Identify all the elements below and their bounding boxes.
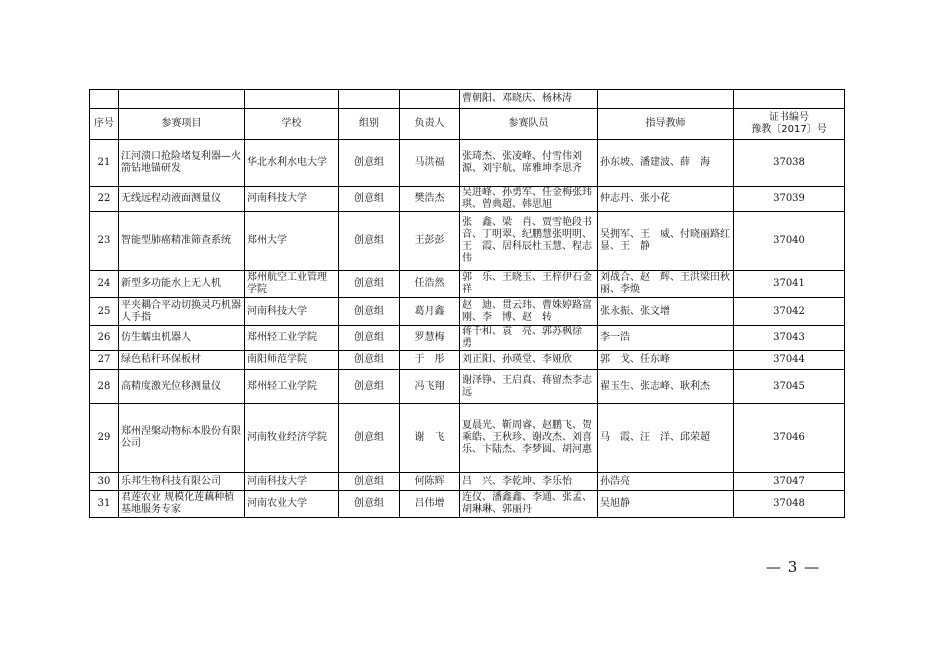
table-row: [90, 473, 845, 491]
row-cert: 37041: [734, 271, 845, 298]
table-row: [90, 298, 845, 326]
row-group: 创意组: [339, 212, 400, 271]
row-seq: 23: [90, 212, 119, 271]
row-cert: 37043: [734, 326, 845, 351]
row-school: 河南牧业经济学院: [245, 404, 339, 473]
row-leader: 任浩然: [400, 271, 460, 298]
row-advisor: 张永振、张文增: [598, 298, 734, 326]
row-seq: 30: [90, 473, 119, 491]
row-project: 平夹耦合平动切换灵巧机器人手指: [119, 298, 245, 326]
header-group: 组别: [339, 109, 400, 140]
header-project: 参赛项目: [119, 109, 245, 140]
row-project: 江河溃口抢险堵复利器—火箭钻地锚研发: [119, 140, 245, 187]
header-school: 学校: [245, 109, 339, 140]
header-row: [90, 109, 845, 140]
row-group: 创意组: [339, 187, 400, 212]
row-school: 河南科技大学: [245, 298, 339, 326]
table-row: [90, 187, 845, 212]
row-team: 吕 兴、李乾坤、李乐怡: [460, 473, 598, 491]
row-seq: 31: [90, 491, 119, 518]
continuation-team: 曹朝阳、邓晓庆、杨林涛: [460, 90, 598, 109]
row-team: 夏晨光、靳周睿、赵鹏飞、贺乘皓、王秋珍、谢改杰、刘喜乐、卞陆杰、李梦圆、胡河惠: [460, 404, 598, 473]
row-school: 郑州大学: [245, 212, 339, 271]
row-leader: 罗慧梅: [400, 326, 460, 351]
header-advisor: 指导教师: [598, 109, 734, 140]
row-cert: 37048: [734, 491, 845, 518]
table-row: [90, 404, 845, 473]
row-school: 河南科技大学: [245, 473, 339, 491]
table-row: [90, 271, 845, 298]
row-project: 无线远程动液面测量仪: [119, 187, 245, 212]
header-leader: 负责人: [400, 109, 460, 140]
row-cert: 37040: [734, 212, 845, 271]
row-team: 赵 迪、贯云玮、曹姝婷路富刚、李 博、赵 转: [460, 298, 598, 326]
row-school: 郑州航空工业管理学院: [245, 271, 339, 298]
row-project: 新型多功能水上无人机: [119, 271, 245, 298]
row-project: 郑州涅槃动物标本股份有限公司: [119, 404, 245, 473]
row-cert: 37038: [734, 140, 845, 187]
row-advisor: 刘战合、赵 辉、王洪梁田秋丽、李焕: [598, 271, 734, 298]
continuation-row: [90, 90, 845, 109]
row-advisor: 翟玉生、张志峰、耿利杰: [598, 370, 734, 404]
row-seq: 21: [90, 140, 119, 187]
header-seq: 序号: [90, 109, 119, 140]
header-cert: [734, 109, 845, 140]
row-leader: 何陈辉: [400, 473, 460, 491]
row-team: 连仪、潘鑫鑫、李通、张孟、胡琳琳、郭丽丹: [460, 491, 598, 518]
row-group: 创意组: [339, 140, 400, 187]
table-row: [90, 491, 845, 518]
row-advisor: 孙浩亮: [598, 473, 734, 491]
row-group: 创意组: [339, 404, 400, 473]
row-seq: 28: [90, 370, 119, 404]
row-school: 南阳师范学院: [245, 351, 339, 370]
row-team: 刘正阳、孙瑛堂、李娅欣: [460, 351, 598, 370]
row-cert: 37039: [734, 187, 845, 212]
row-leader: 王彭彭: [400, 212, 460, 271]
row-team: 张琦杰、张凌峰、付雪伟刘 源、刘宇航、席雅坤李思齐: [460, 140, 598, 187]
header-cert-line1: 证书编号: [769, 112, 809, 123]
row-team: 郭 乐、王晓玉、王梓伊石金祥: [460, 271, 598, 298]
row-project: 君莲农业 规模化莲藕种植基地服务专家: [119, 491, 245, 518]
row-project: 绿色秸秆环保板材: [119, 351, 245, 370]
row-advisor: 郭 戈、任东峰: [598, 351, 734, 370]
row-leader: 樊浩杰: [400, 187, 460, 212]
row-seq: 22: [90, 187, 119, 212]
row-seq: 29: [90, 404, 119, 473]
awards-table: [89, 89, 845, 518]
row-cert: 37042: [734, 298, 845, 326]
row-advisor: 孙东坡、潘建波、薛 海: [598, 140, 734, 187]
row-cert: 37046: [734, 404, 845, 473]
row-cert: 37047: [734, 473, 845, 491]
row-advisor: 仲志丹、张小花: [598, 187, 734, 212]
row-leader: 于 彤: [400, 351, 460, 370]
row-leader: 吕伟增: [400, 491, 460, 518]
row-advisor: 吴拥军、王 威、付晓丽路红显、王 静: [598, 212, 734, 271]
row-team: 谢泽铮、王启真、蒋留杰李志远: [460, 370, 598, 404]
row-project: 乐邦生物科技有限公司: [119, 473, 245, 491]
row-seq: 26: [90, 326, 119, 351]
row-school: 河南科技大学: [245, 187, 339, 212]
row-team: 蒋千和、袁 亮、郭苏枫徐 勇: [460, 326, 598, 351]
table-row: [90, 212, 845, 271]
table-row: [90, 351, 845, 370]
row-school: 郑州轻工业学院: [245, 370, 339, 404]
row-school: 郑州轻工业学院: [245, 326, 339, 351]
row-group: 创意组: [339, 271, 400, 298]
row-project: 高精度激光位移测量仪: [119, 370, 245, 404]
row-group: 创意组: [339, 370, 400, 404]
row-group: 创意组: [339, 326, 400, 351]
row-group: 创意组: [339, 491, 400, 518]
page-number: — 3 —: [766, 558, 821, 576]
row-seq: 24: [90, 271, 119, 298]
row-seq: 27: [90, 351, 119, 370]
row-advisor: 马 霞、汪 洋、邱荣超: [598, 404, 734, 473]
row-leader: 冯飞翔: [400, 370, 460, 404]
row-school: 河南农业大学: [245, 491, 339, 518]
row-cert: 37044: [734, 351, 845, 370]
row-seq: 25: [90, 298, 119, 326]
row-school: 华北水利水电大学: [245, 140, 339, 187]
table-row: [90, 326, 845, 351]
row-cert: 37045: [734, 370, 845, 404]
header-cert-line2: 豫教〔2017〕号: [751, 124, 827, 135]
row-project: 智能型肺癌精准筛查系统: [119, 212, 245, 271]
row-advisor: 李一浩: [598, 326, 734, 351]
row-group: 创意组: [339, 351, 400, 370]
row-leader: 葛月鑫: [400, 298, 460, 326]
row-advisor: 吴旭静: [598, 491, 734, 518]
row-group: 创意组: [339, 473, 400, 491]
header-team: 参赛队员: [460, 109, 598, 140]
row-group: 创意组: [339, 298, 400, 326]
table-row: [90, 140, 845, 187]
row-leader: 谢 飞: [400, 404, 460, 473]
row-leader: 马洪福: [400, 140, 460, 187]
table-body: [90, 140, 845, 518]
row-team: 张 鑫、梁 肖、贾雪艳段书音、丁明翠、纪鹏慧张明明、王 霞、居科辰杜玉慧、程志伟: [460, 212, 598, 271]
row-project: 仿生蠕虫机器人: [119, 326, 245, 351]
row-team: 吴进峰、孙勇军、任金梅张玮琪、曾典超、韩思旭: [460, 187, 598, 212]
table-row: [90, 370, 845, 404]
